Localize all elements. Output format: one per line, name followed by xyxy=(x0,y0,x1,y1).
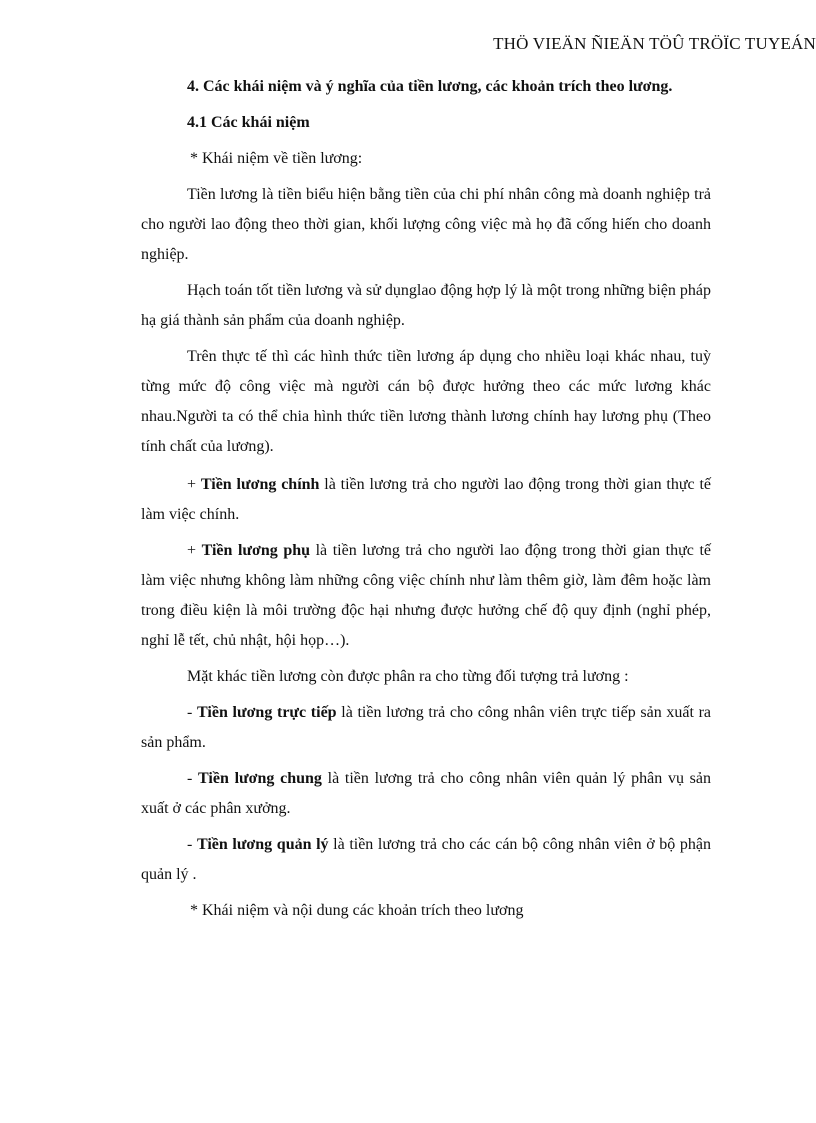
section-heading: 4. Các khái niệm và ý nghĩa của tiền lương, các khoản trích theo lương. xyxy=(187,78,673,95)
paragraph-salary-definition: Tiền lương là tiền biểu hiện bằng tiền của chi phí nhân công mà doanh nghiệp trả cho người lao động theo thời gian, khối lượng công việc mà họ đã cống hiến cho doanh nghiệp. xyxy=(141,186,711,263)
paragraph-extra-salary xyxy=(141,536,711,656)
bullet-dash: - xyxy=(187,770,199,787)
paragraph-salary-forms: Trên thực tế thì các hình thức tiền lương áp dụng cho nhiều loại khác nhau, tuỳ từng mức độ công việc mà người cán bộ được hưởng theo các mức lương khác nhau.Người ta có thể chia hình thức tiền lương thành lương chính hay lương phụ (Theo tính chất của lương). xyxy=(141,348,711,455)
term-direct-salary: Tiền lương trực tiếp xyxy=(197,704,337,721)
document-body xyxy=(141,72,711,932)
extra-salary-text: là tiền lương trả cho người lao động trong thời gian thực tế làm việc nhưng không làm những công việc chính như làm thêm giờ, làm đêm hoặc làm trong điều kiện là môi trường độc hại nhưng được hưởng chế độ quy định (nghỉ phép, nghỉ lễ tết, chủ nhật, hội họp…). xyxy=(141,542,712,649)
bullet-dash: - xyxy=(187,704,198,721)
concept-deductions-label: * Khái niệm và nội dung các khoản trích theo lương xyxy=(190,902,524,919)
term-extra-salary: Tiền lương phụ xyxy=(201,542,311,559)
paragraph-salary-objects: Mặt khác tiền lương còn được phân ra cho từng đối tượng trả lương : xyxy=(187,668,629,685)
paragraph-management-salary xyxy=(141,830,711,890)
paragraph-general-salary xyxy=(141,764,711,824)
bullet-plus: + xyxy=(187,476,201,493)
page-header-title: THÖ VIEÄN ÑIEÄN TÖÛ TRÖÏC TUYEÁN xyxy=(493,34,816,53)
term-management-salary: Tiền lương quản lý xyxy=(196,836,329,853)
paragraph-main-salary xyxy=(141,470,711,530)
management-salary-text: là tiền lương trả cho các cán bộ công nhân viên ở bộ phận quản lý . xyxy=(141,836,711,883)
direct-salary-text: là tiền lương trả cho công nhân viên trực tiếp sản xuất ra sản phẩm. xyxy=(141,704,712,751)
term-general-salary: Tiền lương chung xyxy=(198,770,322,787)
bullet-plus: + xyxy=(187,542,202,559)
general-salary-text: là tiền lương trả cho công nhân viên quản lý phân vụ sản xuất ở các phân xưởng. xyxy=(141,770,711,817)
subsection-heading: 4.1 Các khái niệm xyxy=(187,114,310,131)
term-main-salary: Tiền lương chính xyxy=(200,476,320,493)
bullet-dash: - xyxy=(187,836,197,853)
paragraph-accounting: Hạch toán tốt tiền lương và sử dụnglao động hợp lý là một trong những biện pháp hạ giá thành sản phẩm của doanh nghiệp. xyxy=(141,282,711,329)
main-salary-text: là tiền lương trả cho người lao động trong thời gian thực tế làm việc chính. xyxy=(141,476,712,523)
concept-salary-label: * Khái niệm về tiền lương: xyxy=(190,150,363,167)
paragraph-direct-salary xyxy=(141,698,711,758)
